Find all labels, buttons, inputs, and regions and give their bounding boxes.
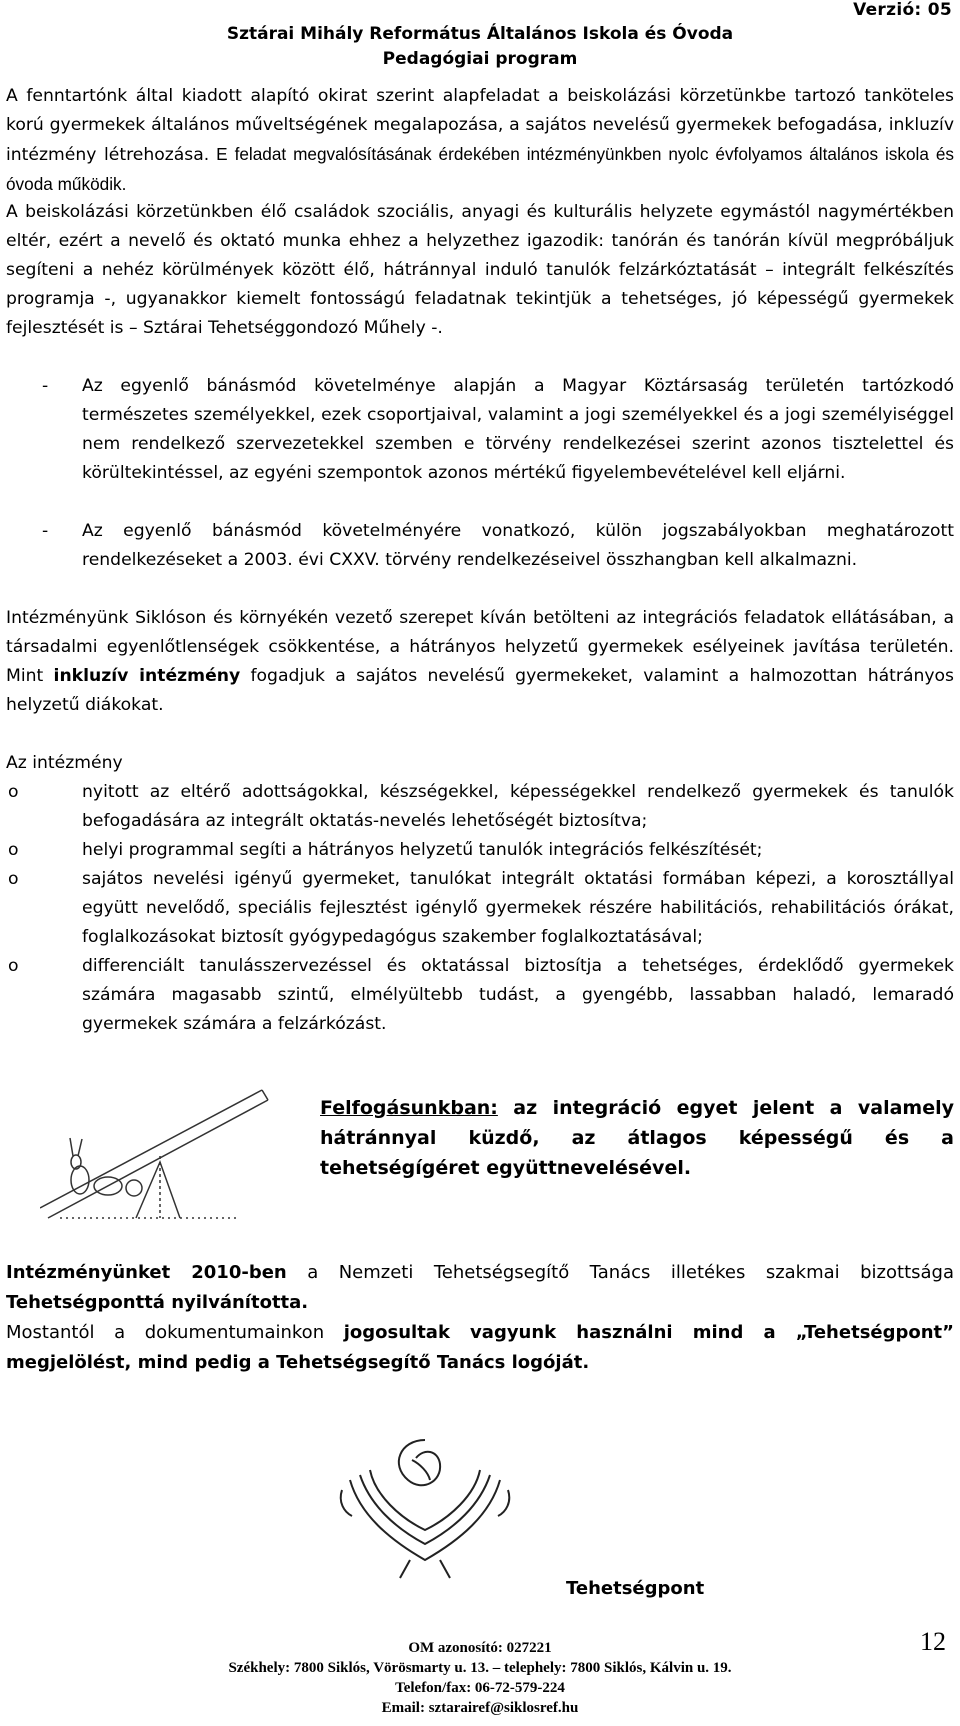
inclusive-institution-term: inkluzív intézmény [53,666,241,686]
talent-rights: jogosultak vagyunk használni mind a „Tehetségpont” megjelölést, mind pedig a Tehetségsegítő Tanács logóját. [6,1322,954,1373]
list-item [6,865,954,952]
hands-leaf-logo-icon [330,1420,520,1580]
circle-bullet: o [8,782,19,802]
school-name: Sztárai Mihály Református Általános Iskola és Óvoda [226,24,734,44]
talent-year: Intézményünket 2010-ben [6,1262,287,1283]
intro-sentence-2: E feladat megvalósításának érdekében intézményünkben nyolc évfolyamos általános iskola és óvoda működik. [6,144,954,194]
seesaw-illustration-icon [40,1068,280,1236]
list-item-text: Az egyenlő bánásmód követelményére vonatkozó, külön jogszabályokban meghatározott rendelkezéseket a 2003. évi CXXV. törvény rendelkezéseivel összhangban kell alkalmazni. [82,521,954,570]
list-item-text: Az egyenlő bánásmód követelménye alapján a Magyar Köztársaság területén tartózkodó természetes személyekkel, ezek csoportjaival, valamint a jogi személyekkel és a jogi személyiséggel nem rendelkező szervezetekkel szemben e törvény rendelkezései szerint azonos tisztelettel és körültekintéssel, az egyéni szempontok azonos mértékű figyelembevételével kell eljárni. [82,376,954,483]
integration-paragraph [6,604,954,720]
institution-list [6,778,954,1039]
circle-bullet: o [8,956,19,976]
equal-treatment-list [6,372,954,575]
page-number: 12 [920,1627,946,1656]
integration-definition [320,1093,954,1183]
integration-text-1: Intézményünk Siklóson és környékén vezető szerepet kíván betölteni az integrációs feladatok ellátásában, a társadalmi egyenlőtlenségek csökkentése, a hátrányos helyzetű gyermekek esélyeinek javítása területén. Mint [6,608,954,686]
list-item [6,372,954,488]
version-label: Verzió: 05 [853,0,952,20]
footer-email: Email: sztarairef@siklosref.hu [381,1700,579,1716]
list-item [6,952,954,1039]
integration-text-2: fogadjuk a sajátos nevelésű gyermekeket, valamint a halmozottan hátrányos helyzetű diákokat. [6,666,955,715]
document-title: Pedagógiai program [382,49,578,69]
talent-text-1: a Nemzeti Tehetségsegítő Tanács illetékes szakmai bizottsága [286,1262,954,1283]
list-item-text: helyi programmal segíti a hátrányos helyzetű tanulók integrációs felkészítését; [82,840,763,860]
circle-bullet: o [8,869,19,889]
talent-point-paragraph [6,1258,954,1378]
intro-paragraph-2: A beiskolázási körzetünkben élő családok szociális, anyagi és kulturális helyzete egymástól nagymértékben eltér, ezért a nevelő és oktató munka ehhez a helyzethez igazodik: tanórán és tanórán kívül megpróbáljuk segíteni a nehéz körülmények között élő, hátránnyal induló tanulók felzárkóztatását – integrált felkészítés programja -, ugyanakkor kiemelt fontosságú feladatnak tekintjük a tehetséges, jó képességű gyermekek fejlesztését is – Sztárai Tehetséggondozó Műhely -. [6,202,954,338]
logo-caption: Tehetségpont [566,1578,705,1599]
dash-bullet: - [42,376,49,396]
intro-paragraph-1 [6,82,954,200]
definition-text: az integráció egyet jelent a valamely hátránnyal küzdő, az átlagos képességű és a tehetségígéret együttnevelésével. [320,1097,954,1179]
footer-address: Székhely: 7800 Siklós, Vörösmarty u. 13. – telephely: 7800 Siklós, Kálvin u. 19. [228,1660,732,1676]
list-item [6,517,954,575]
intro-sentence-1: A fenntartónk által kiadott alapító okirat szerint alapfeladat a beiskolázási körzetünkbe tartozó tanköteles korú gyermekek általános műveltségének megalapozása, a sajátos nevelésű gyermekek befogadása, inkluzív intézmény létrehozása. [6,86,954,165]
list-item-text: differenciált tanulásszervezéssel és oktatással biztosítja a tehetséges, érdeklődő gyermekek számára magasabb szintű, elmélyültebb tudást, a gyengébb, lassabban haladó, lemaradó gyermekek számára a felzárkózást. [82,956,954,1034]
talent-text-2: Mostantól a dokumentumainkon [6,1322,344,1343]
list-item [6,778,954,836]
list-item [6,836,954,865]
footer-om-id: OM azonosító: 027221 [408,1640,552,1656]
list-item-text: nyitott az eltérő adottságokkal, készségekkel, képességekkel rendelkező gyermekek és tanulók befogadására az integrált oktatás-nevelés lehetőségét biztosítva; [82,782,954,831]
circle-bullet: o [8,840,19,860]
footer-phone: Telefon/fax: 06-72-579-224 [395,1680,565,1696]
talent-designation: Tehetségponttá nyilvánította. [6,1292,309,1313]
dash-bullet: - [42,521,49,541]
list-item-text: sajátos nevelési igényű gyermeket, tanulókat integrált oktatási formában képezi, a korosztállyal együtt nevelődő, speciális fejlesztést igénylő gyermekek részére habilitációs, rehabilitációs órákat, foglalkozásokat biztosít gyógypedagógus szakember foglalkoztatásával; [82,869,954,947]
definition-label: Felfogásunkban: [320,1097,498,1119]
institution-lead: Az intézmény [6,753,123,773]
